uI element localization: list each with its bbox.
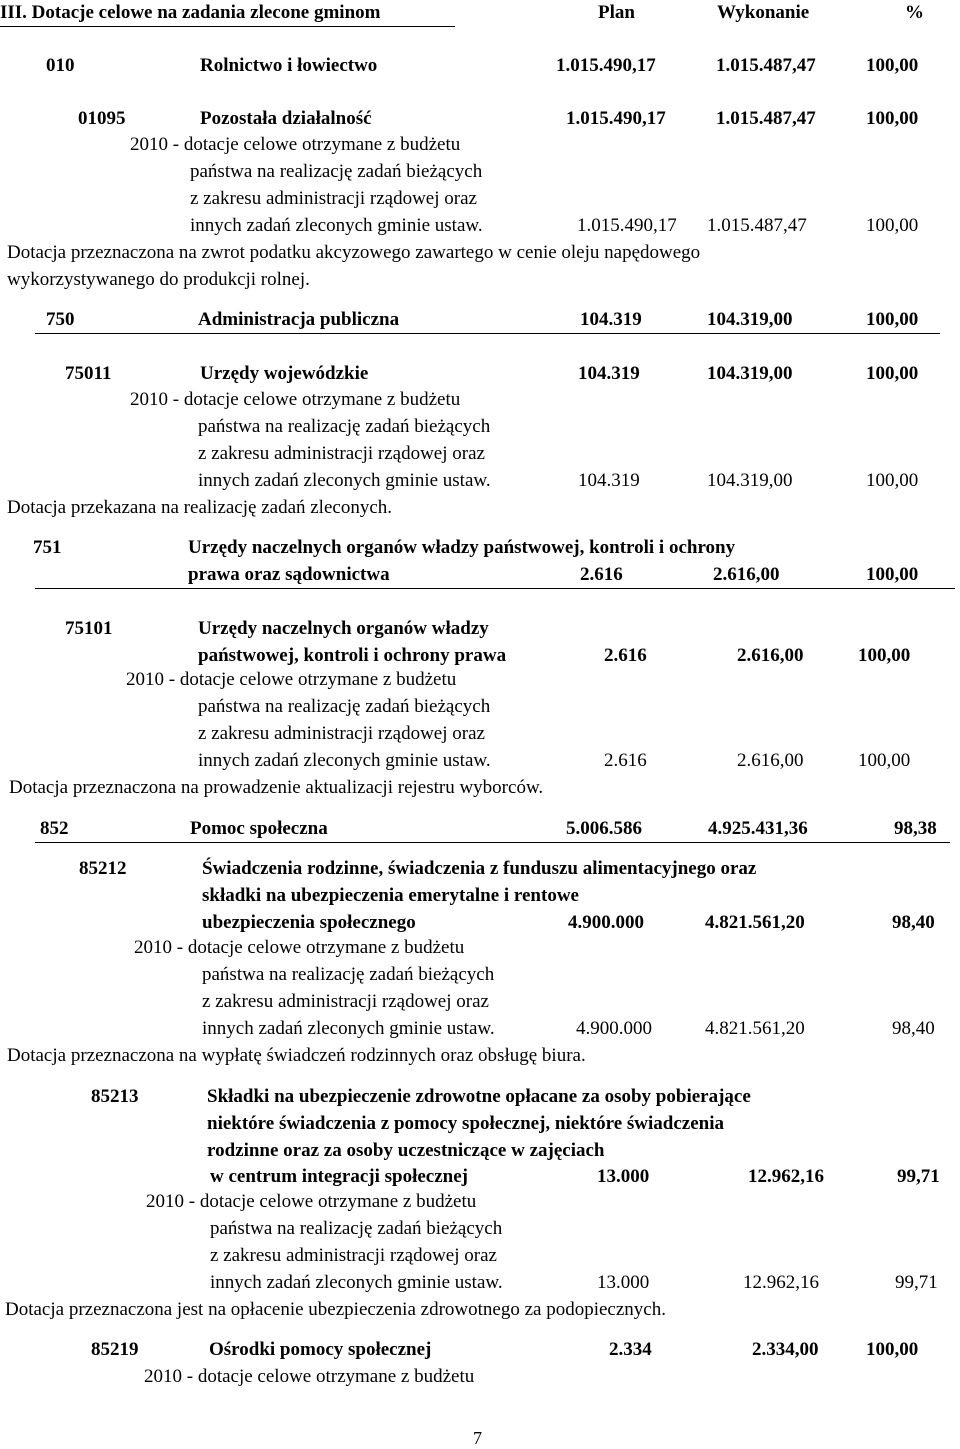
- desc-plan: 4.900.000: [576, 1018, 652, 1039]
- column-plan-header: Plan: [598, 2, 635, 23]
- section-underline: [35, 588, 955, 589]
- desc-wykonanie: 2.616,00: [737, 750, 804, 771]
- note-line: Dotacja przekazana na realizację zadań zleconych.: [7, 497, 393, 518]
- note-line: Dotacja przeznaczona na zwrot podatku akcyzowego zawartego w cenie oleju napędowego: [7, 242, 701, 263]
- column-wykonanie-header: Wykonanie: [717, 2, 810, 23]
- section-wykonanie: 104.319,00: [707, 309, 793, 330]
- subsection-code: 75101: [65, 618, 113, 639]
- subsection-plan: 13.000: [597, 1166, 650, 1187]
- desc-line: 2010 - dotacje celowe otrzymane z budżetu: [126, 669, 457, 690]
- subsection-name: Urzędy naczelnych organów władzy: [198, 618, 489, 639]
- desc-percent: 100,00: [866, 215, 919, 236]
- subsection-name: Składki na ubezpieczenie zdrowotne opłacane za osoby pobierające: [207, 1086, 751, 1107]
- desc-wykonanie: 1.015.487,47: [707, 215, 807, 236]
- section-underline: [35, 333, 940, 334]
- desc-line: państwa na realizację zadań bieżących: [198, 696, 491, 717]
- desc-line: z zakresu administracji rządowej oraz: [198, 723, 485, 744]
- subsection-name: Urzędy wojewódzkie: [200, 363, 369, 384]
- subsection-percent: 100,00: [866, 1339, 919, 1360]
- page-number: 7: [473, 1428, 482, 1448]
- subsection-wykonanie: 2.334,00: [752, 1339, 819, 1360]
- desc-line: państwa na realizację zadań bieżących: [210, 1218, 503, 1239]
- desc-plan: 104.319: [578, 470, 640, 491]
- desc-line: z zakresu administracji rządowej oraz: [210, 1245, 497, 1266]
- section-name: prawa oraz sądownictwa: [188, 564, 390, 585]
- desc-plan: 13.000: [597, 1272, 650, 1293]
- subsection-code: 85219: [91, 1339, 139, 1360]
- section-percent: 100,00: [866, 564, 919, 585]
- subsection-code: 75011: [65, 363, 112, 384]
- subsection-wykonanie: 1.015.487,47: [716, 108, 816, 129]
- desc-percent: 98,40: [892, 1018, 935, 1039]
- section-code: 852: [40, 818, 69, 839]
- desc-wykonanie: 4.821.561,20: [705, 1018, 805, 1039]
- desc-line: innych zadań zleconych gminie ustaw.: [198, 470, 491, 491]
- subsection-name: rodzinne oraz za osoby uczestniczące w zajęciach: [207, 1140, 605, 1161]
- section-wykonanie: 1.015.487,47: [716, 55, 816, 76]
- desc-percent: 100,00: [858, 750, 911, 771]
- subsection-name: Ośrodki pomocy społecznej: [209, 1339, 432, 1360]
- section-plan: 1.015.490,17: [556, 55, 656, 76]
- section-name: Pomoc społeczna: [190, 818, 328, 839]
- subsection-code: 01095: [78, 108, 126, 129]
- section-code: 750: [46, 309, 75, 330]
- subsection-name: Świadczenia rodzinne, świadczenia z funduszu alimentacyjnego oraz: [202, 858, 757, 879]
- section-wykonanie: 4.925.431,36: [708, 818, 808, 839]
- note-line: Dotacja przeznaczona na wypłatę świadczeń rodzinnych oraz obsługę biura.: [7, 1045, 586, 1066]
- section-plan: 5.006.586: [566, 818, 642, 839]
- section-plan: 104.319: [580, 309, 642, 330]
- note-line: wykorzystywanego do produkcji rolnej.: [7, 269, 310, 290]
- subsection-percent: 99,71: [897, 1166, 940, 1187]
- desc-plan: 1.015.490,17: [577, 215, 677, 236]
- section-percent: 100,00: [866, 55, 919, 76]
- subsection-percent: 98,40: [892, 912, 935, 933]
- desc-line: z zakresu administracji rządowej oraz: [198, 443, 485, 464]
- subsection-wykonanie: 4.821.561,20: [705, 912, 805, 933]
- desc-line: innych zadań zleconych gminie ustaw.: [202, 1018, 495, 1039]
- desc-line: państwa na realizację zadań bieżących: [202, 964, 495, 985]
- subsection-code: 85212: [79, 858, 127, 879]
- section-code: 751: [33, 537, 62, 558]
- desc-percent: 99,71: [895, 1272, 938, 1293]
- desc-line: innych zadań zleconych gminie ustaw.: [190, 215, 483, 236]
- section-name: Administracja publiczna: [198, 309, 400, 330]
- subsection-plan: 1.015.490,17: [566, 108, 666, 129]
- subsection-wykonanie: 104.319,00: [707, 363, 793, 384]
- section-percent: 98,38: [894, 818, 937, 839]
- section-percent: 100,00: [866, 309, 919, 330]
- subsection-plan: 104.319: [578, 363, 640, 384]
- subsection-plan: 4.900.000: [568, 912, 644, 933]
- subsection-plan: 2.334: [609, 1339, 652, 1360]
- subsection-percent: 100,00: [858, 645, 911, 666]
- subsection-name: składki na ubezpieczenia emerytalne i rentowe: [202, 885, 579, 906]
- section-underline: [35, 842, 950, 843]
- desc-line: z zakresu administracji rządowej oraz: [202, 991, 489, 1012]
- subsection-name: państwowej, kontroli i ochrony prawa: [198, 645, 507, 666]
- desc-plan: 2.616: [604, 750, 647, 771]
- column-percent-header: %: [905, 2, 924, 23]
- section-wykonanie: 2.616,00: [713, 564, 780, 585]
- note-line: Dotacja przeznaczona na prowadzenie aktualizacji rejestru wyborców.: [9, 777, 544, 798]
- desc-line: 2010 - dotacje celowe otrzymane z budżetu: [146, 1191, 477, 1212]
- subsection-wykonanie: 2.616,00: [737, 645, 804, 666]
- subsection-plan: 2.616: [604, 645, 647, 666]
- subsection-code: 85213: [91, 1086, 139, 1107]
- section-name: Urzędy naczelnych organów władzy państwowej, kontroli i ochrony: [188, 537, 736, 558]
- subsection-percent: 100,00: [866, 108, 919, 129]
- desc-percent: 100,00: [866, 470, 919, 491]
- desc-line: 2010 - dotacje celowe otrzymane z budżetu: [134, 937, 465, 958]
- desc-line: innych zadań zleconych gminie ustaw.: [210, 1272, 503, 1293]
- desc-line: państwa na realizację zadań bieżących: [198, 416, 491, 437]
- section-name: Rolnictwo i łowiectwo: [200, 55, 378, 76]
- desc-wykonanie: 12.962,16: [743, 1272, 819, 1293]
- subsection-name: niektóre świadczenia z pomocy społecznej, niektóre świadczenia: [207, 1113, 724, 1134]
- subsection-name: Pozostała działalność: [200, 108, 372, 129]
- section-code: 010: [46, 55, 75, 76]
- desc-line: państwa na realizację zadań bieżących: [190, 161, 483, 182]
- desc-line: 2010 - dotacje celowe otrzymane z budżetu: [130, 134, 461, 155]
- subsection-name: w centrum integracji społecznej: [210, 1166, 469, 1187]
- desc-line: 2010 - dotacje celowe otrzymane z budżetu: [130, 389, 461, 410]
- desc-wykonanie: 104.319,00: [707, 470, 793, 491]
- title-underline: [0, 26, 455, 27]
- subsection-percent: 100,00: [866, 363, 919, 384]
- desc-line: 2010 - dotacje celowe otrzymane z budżetu: [144, 1366, 475, 1387]
- desc-line: innych zadań zleconych gminie ustaw.: [198, 750, 491, 771]
- section-title: III. Dotacje celowe na zadania zlecone gminom: [0, 2, 381, 23]
- note-line: Dotacja przeznaczona jest na opłacenie ubezpieczenia zdrowotnego za podopiecznych.: [5, 1299, 666, 1320]
- subsection-wykonanie: 12.962,16: [748, 1166, 824, 1187]
- section-plan: 2.616: [580, 564, 623, 585]
- subsection-name: ubezpieczenia społecznego: [202, 912, 416, 933]
- desc-line: z zakresu administracji rządowej oraz: [190, 188, 477, 209]
